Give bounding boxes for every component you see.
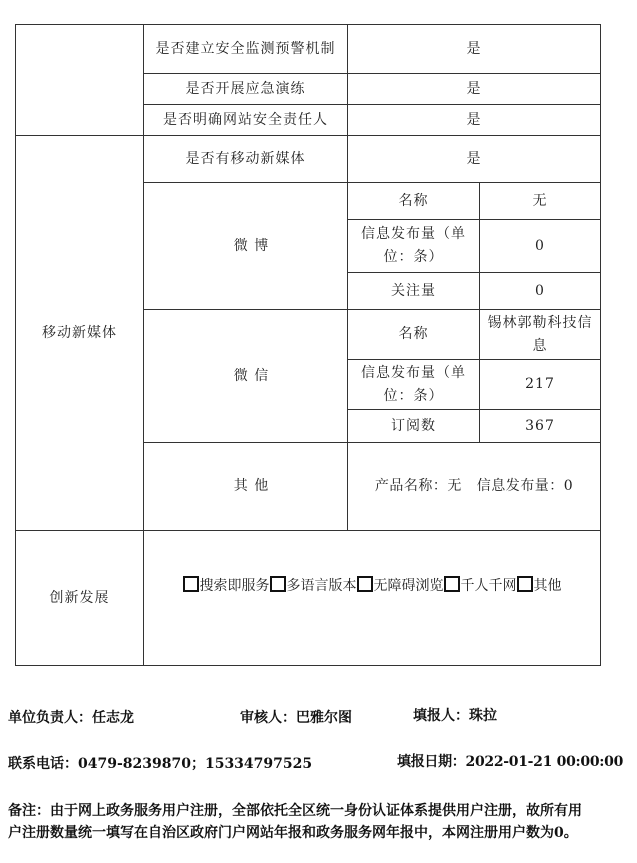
other-value: 产品名称：无 信息发布量：0 [348, 443, 601, 531]
checkbox-icon[interactable] [517, 576, 533, 592]
wechat-name-value: 锡林郭勒科技信息 [480, 310, 601, 360]
weibo-posts-label: 信息发布量（单位：条） [348, 220, 480, 273]
wechat-name-label: 名称 [348, 310, 480, 360]
monitor-label: 是否建立安全监测预警机制 [144, 25, 348, 74]
owner-value: 是 [348, 105, 601, 136]
wechat-sub-label: 订阅数 [348, 410, 480, 443]
innovation-checkbox-row [183, 578, 562, 594]
monitor-value: 是 [348, 25, 601, 74]
report-table [15, 24, 601, 666]
innovation-option-label: 多语言版本 [286, 578, 357, 594]
wechat-posts-value: 217 [480, 360, 601, 410]
wechat-label: 微 信 [144, 310, 348, 443]
checkbox-icon[interactable] [183, 576, 199, 592]
weibo-name-label: 名称 [348, 183, 480, 220]
innovation-label: 创新发展 [16, 531, 144, 666]
phone: 联系电话：0479-8239870；15334797525 [8, 756, 313, 772]
drill-value: 是 [348, 74, 601, 105]
innovation-option-label: 千人千网 [460, 578, 517, 594]
reviewer: 审核人：巴雅尔图 [240, 710, 352, 726]
fill-date: 填报日期：2022-01-21 00:00:00 [397, 754, 624, 770]
checkbox-icon[interactable] [357, 576, 373, 592]
innovation-option-label: 搜索即服务 [199, 578, 270, 594]
has-mobile-label: 是否有移动新媒体 [144, 136, 348, 183]
checkbox-icon[interactable] [270, 576, 286, 592]
unit-head: 单位负责人：任志龙 [8, 710, 134, 726]
drill-label: 是否开展应急演练 [144, 74, 348, 105]
weibo-follow-label: 关注量 [348, 273, 480, 310]
note: 备注：由于网上政务服务用户注册，全部依托全区统一身份认证体系提供用户注册，故所有用户注册数量统一填写在自治区政府门户网站年报和政务服务网年报中，本网注册用户数为0。 [8, 803, 582, 841]
weibo-label: 微 博 [144, 183, 348, 310]
innovation-option-label: 无障碍浏览 [373, 578, 444, 594]
wechat-sub-value: 367 [480, 410, 601, 443]
wechat-posts-label: 信息发布量（单位：条） [348, 360, 480, 410]
has-mobile-value: 是 [348, 136, 601, 183]
weibo-name-value: 无 [480, 183, 601, 220]
weibo-follow-value: 0 [480, 273, 601, 310]
owner-label: 是否明确网站安全责任人 [144, 105, 348, 136]
innovation-option-label: 其他 [533, 578, 562, 594]
checkbox-icon[interactable] [444, 576, 460, 592]
innovation-options [144, 531, 601, 666]
security-section-cell [16, 25, 144, 136]
weibo-posts-value: 0 [480, 220, 601, 273]
other-label: 其 他 [144, 443, 348, 531]
filler: 填报人：珠拉 [413, 708, 497, 724]
mobile-section-label: 移动新媒体 [16, 136, 144, 531]
